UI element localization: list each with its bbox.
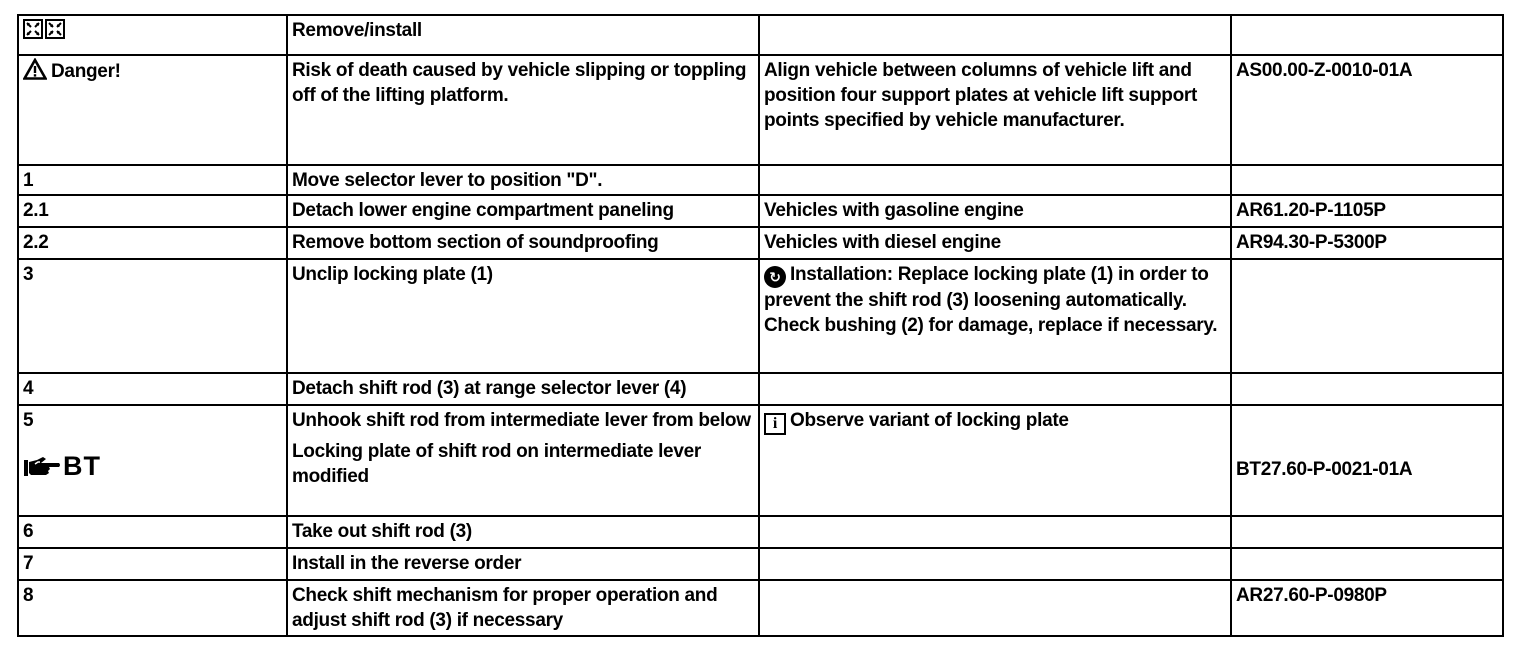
risk-bold: Risk of death xyxy=(292,60,408,81)
step-action: Check shift mechanism for proper operation and adjust shift rod (3) if necessary xyxy=(287,580,759,636)
pointing-hand-icon xyxy=(23,454,61,484)
step-number: 2.1 xyxy=(18,195,287,227)
step-action: Install in the reverse order xyxy=(287,548,759,580)
step-ref[interactable]: AR61.20-P-1105P xyxy=(1231,195,1503,227)
step-number: 3 xyxy=(18,259,287,373)
bt-marker xyxy=(23,451,282,484)
step-ref xyxy=(1231,373,1503,405)
warning-triangle-icon xyxy=(23,58,47,87)
danger-instruction: Align vehicle between columns of vehicle lift and position four support plates at vehicle lift support points specified by vehicle manufacturer. xyxy=(759,55,1231,165)
step-number: 8 xyxy=(18,580,287,636)
step-row xyxy=(18,516,1503,548)
danger-risk xyxy=(287,55,759,165)
step-note xyxy=(759,165,1231,195)
danger-cell xyxy=(18,55,287,165)
step-ref[interactable]: AR27.60-P-0980P xyxy=(1231,580,1503,636)
bt-label: BT xyxy=(63,451,101,481)
step-action: Move selector lever to position "D". xyxy=(287,165,759,195)
danger-row xyxy=(18,55,1503,165)
step-row xyxy=(18,227,1503,259)
step-action: Take out shift rod (3) xyxy=(287,516,759,548)
installation-label: Installation: xyxy=(790,264,893,285)
step-action: Unhook shift rod from intermediate lever from below xyxy=(292,410,751,431)
step-ref-cell xyxy=(1231,405,1503,516)
step-note: Vehicles with gasoline engine xyxy=(759,195,1231,227)
step-row xyxy=(18,259,1503,373)
step-ref xyxy=(1231,548,1503,580)
step-number: 1 xyxy=(18,165,287,195)
header-icons-cell xyxy=(18,15,287,55)
step-ref xyxy=(1231,516,1503,548)
step-note xyxy=(759,405,1231,516)
header-title: Remove/install xyxy=(287,15,759,55)
step-row xyxy=(18,405,1503,516)
step-action: Unclip locking plate (1) xyxy=(287,259,759,373)
step-sub-action: Locking plate of shift rod on intermediate lever modified xyxy=(292,441,701,487)
step-number-cell xyxy=(18,405,287,516)
step-row xyxy=(18,580,1503,636)
installation-note-icon: ↻ xyxy=(764,266,786,288)
step-ref xyxy=(1231,259,1503,373)
step-note xyxy=(759,580,1231,636)
step-action-cell xyxy=(287,405,759,516)
step-ref xyxy=(1231,165,1503,195)
step-note xyxy=(759,373,1231,405)
step-note xyxy=(759,548,1231,580)
danger-ref: AS00.00-Z-0010-01A xyxy=(1231,55,1503,165)
installation-text: Replace locking plate (1) in order to prevent the shift rod (3) loosening automatically. Check bushing (2) for damage, replace if necessary. xyxy=(764,264,1218,336)
risk-text: caused by vehicle slipping or toppling off of the lifting platform. xyxy=(292,60,747,106)
header-row xyxy=(18,15,1503,55)
step-note xyxy=(759,516,1231,548)
step-note: Vehicles with diesel engine xyxy=(759,227,1231,259)
step-number: 4 xyxy=(18,373,287,405)
info-icon: i xyxy=(764,413,786,435)
step-number: 7 xyxy=(18,548,287,580)
step-number: 2.2 xyxy=(18,227,287,259)
step-action: Detach shift rod (3) at range selector lever (4) xyxy=(287,373,759,405)
step-action: Remove bottom section of soundproofing xyxy=(287,227,759,259)
step-number: 5 xyxy=(23,410,34,431)
install-icon xyxy=(45,19,65,39)
step-ref[interactable]: AR94.30-P-5300P xyxy=(1231,227,1503,259)
note-text: Observe variant of locking plate xyxy=(790,410,1069,431)
step-number: 6 xyxy=(18,516,287,548)
danger-label: Danger! xyxy=(51,61,121,82)
procedure-table xyxy=(17,14,1504,637)
step-row xyxy=(18,195,1503,227)
step-row xyxy=(18,165,1503,195)
step-action: Detach lower engine compartment paneling xyxy=(287,195,759,227)
remove-icon xyxy=(23,19,43,39)
step-row xyxy=(18,373,1503,405)
step-note xyxy=(759,259,1231,373)
step-row xyxy=(18,548,1503,580)
step-ref[interactable]: BT27.60-P-0021-01A xyxy=(1236,459,1413,480)
